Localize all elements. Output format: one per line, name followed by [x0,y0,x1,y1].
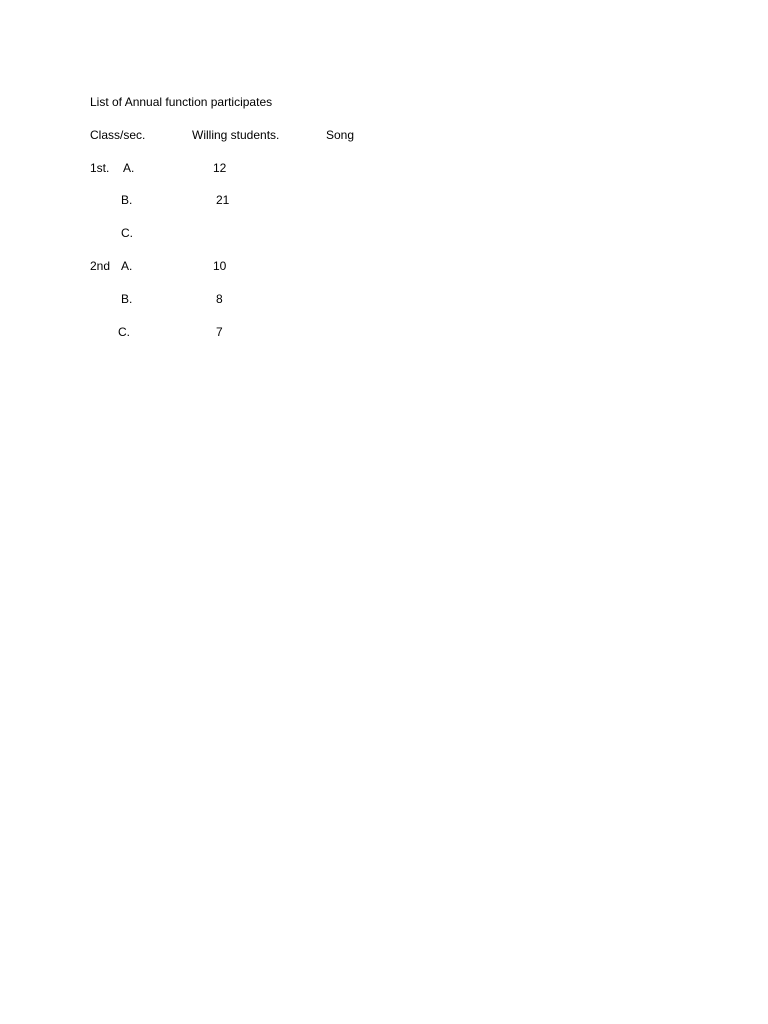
row-count: 8 [216,292,223,306]
header-class-sec: Class/sec. [90,128,146,142]
header-willing-students: Willing students. [192,128,280,142]
row-count: 12 [213,161,227,175]
row-section-label: A. [123,161,135,175]
row-count: 10 [213,259,227,273]
header-song: Song [326,128,355,142]
row-section-label: B. [121,292,133,306]
row-section-label: C. [118,325,130,339]
row-class-label: 2nd [90,259,111,273]
row-section-label: A. [121,259,133,273]
row-class-label: 1st. [90,161,110,175]
row-section-label: C. [121,226,133,240]
row-section-label: B. [121,193,133,207]
document-title: List of Annual function participates [90,95,273,109]
row-count: 21 [216,193,230,207]
row-count: 7 [216,325,223,339]
